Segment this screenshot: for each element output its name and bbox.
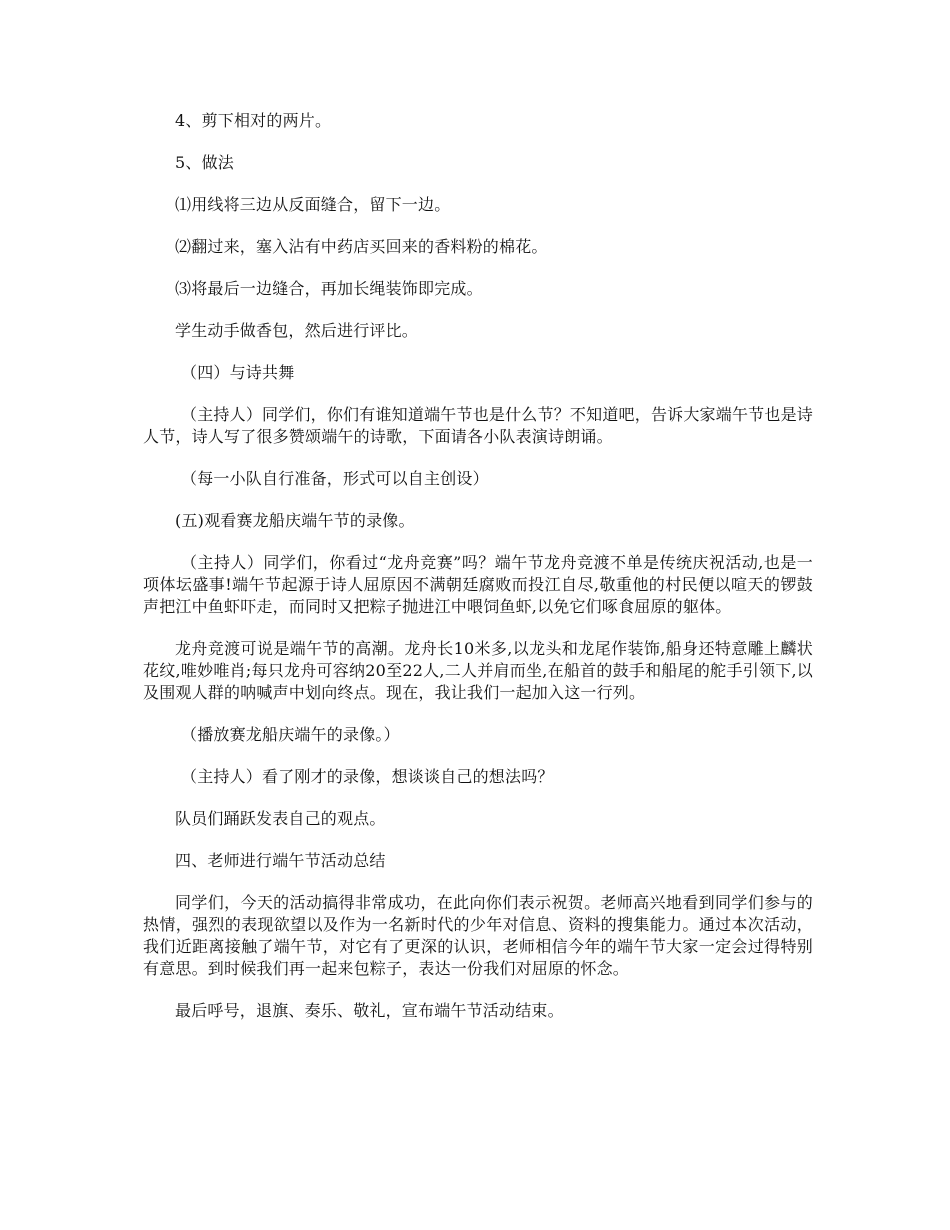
- section-heading-summary: 四、老师进行端午节活动总结: [175, 851, 386, 870]
- paragraph-substep-1: ⑴用线将三边从反面缝合，留下一边。: [175, 195, 451, 214]
- section-heading-5: (五)观看赛龙船庆端午节的录像。: [175, 511, 415, 530]
- paragraph-host-poetry: （主持人）同学们，你们有谁知道端午节也是什么节？不知道吧，告诉大家端午节也是诗人节，诗人写了很多赞颂端午的诗歌，下面请各小队表演诗朗诵。: [143, 405, 813, 446]
- paragraph-play-video: （播放赛龙船庆端午的录像。）: [181, 725, 400, 744]
- paragraph-step-4: 4、剪下相对的两片。: [175, 111, 332, 130]
- paragraph-teacher-summary: 同学们，今天的活动搞得非常成功，在此向你们表示祝贺。老师高兴地看到同学们参与的热情，强烈的表现欲望以及作为一名新时代的少年对信息、资料的搜集能力。通过本次活动，我们近距离接触了端午节，对它有了更深的认识，老师相信今年的端午节大家一定会过得特别有意思。到时候我们再一起来包粽子，表达一份我们对屈原的怀念。: [143, 893, 813, 978]
- paragraph-substep-3: ⑶将最后一边缝合，再加长绳装饰即完成。: [175, 279, 483, 298]
- paragraph-substep-2: ⑵翻过来，塞入沾有中药店买回来的香料粉的棉花。: [175, 237, 548, 256]
- paragraph-dragon-boat-climax: 龙舟竞渡可说是端午节的高潮。龙舟长10米多,以龙头和龙尾作装饰,船身还特意雕上麟状花纹,唯妙唯肖;每只龙舟可容纳20至22人,二人并肩而坐,在船首的鼓手和船尾的舵手引领下,以及围观人群的呐喊声中划向终点。现在，我让我们一起加入这一行列。: [143, 639, 813, 702]
- paragraph-closing: 最后呼号，退旗、奏乐、敬礼，宣布端午节活动结束。: [175, 1001, 564, 1020]
- paragraph-host-dragon-boat: （主持人）同学们，你看过“龙舟竞赛”吗？端午节龙舟竞渡不单是传统庆祝活动,也是一项体坛盛事!端午节起源于诗人屈原因不满朝廷腐败而投江自尽,敬重他的村民便以喧天的锣鼓声把江中鱼虾吓走，而同时又把粽子抛进江中喂饲鱼虾,以免它们啄食屈原的躯体。: [143, 553, 813, 616]
- paragraph-members-speak: 队员们踊跃发表自己的观点。: [175, 809, 386, 828]
- document-page: [143, 110, 813, 1042]
- section-heading-4: （四）与诗共舞: [181, 363, 295, 382]
- paragraph-team-prep: （每一小队自行准备，形式可以自主创设）: [181, 469, 489, 488]
- paragraph-step-5: 5、做法: [175, 153, 234, 172]
- paragraph-host-question: （主持人）看了刚才的录像，想谈谈自己的想法吗？: [181, 767, 554, 786]
- paragraph-students-make: 学生动手做香包，然后进行评比。: [175, 321, 419, 340]
